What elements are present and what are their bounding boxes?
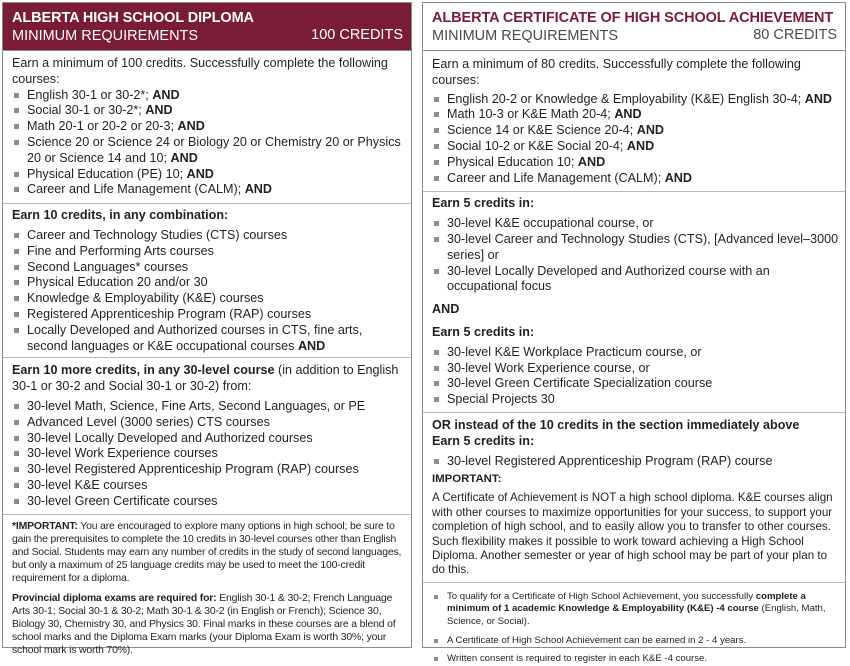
list-item-text: Locally Developed and Authorized courses in CTS, fine arts, second languages or K&E occupational courses [27,322,363,353]
bullet-square-icon [14,233,19,238]
list-item-text: 30-level Registered Apprenticeship Program (RAP) course [447,453,773,468]
list-item-text: 30-level Locally Developed and Authorized courses [27,430,313,445]
certificate-5-credits-work [423,322,845,413]
list-item [432,392,839,408]
bullet-square-icon [14,93,19,98]
list-item-text: Social 10-2 or K&E Social 20-4; [447,138,627,153]
list-item-text: Fine and Performing Arts courses [27,243,214,258]
list-item [12,399,405,415]
bullet-square-icon [14,467,19,472]
bullet-square-icon [14,187,19,192]
diploma-s1-lead: Earn a minimum of 100 credits. Successfully complete the following courses: [12,56,388,86]
list-item [432,107,839,123]
list-item-text: 30-level Work Experience course, or [447,360,650,375]
list-item-text: 30-level K&E courses [27,477,148,492]
certificate-rap-alternative [423,413,845,583]
list-item [432,123,839,139]
list-item-text: 30-level Career and Technology Studies (CTS), [Advanced level–3000 series] or [447,231,839,262]
list-item-and: AND [664,170,692,185]
list-item [12,260,405,276]
bullet-square-icon [14,499,19,504]
bullet-square-icon [434,350,439,355]
list-item [432,171,839,187]
diploma-exams-text: English 30-1 & 30-2; French Language Arts 30-1; Social 30-1 & 30-2; Math 30-1 & 30-2 (in English or French); Science 30, Biology 30, Chemistry 30, and Physics 30. Final marks in these courses are a blend of school marks and the Diploma Exam marks (your Diploma Exam is worth 30%; your school mark is worth 70%). [12,592,396,657]
list-item-text: Social 30-1 or 30-2*; [27,103,146,118]
certificate-s1-lead: Earn a minimum of 80 credits. Successfully complete the following courses: [432,57,801,87]
list-item [12,228,405,244]
list-item [12,478,405,494]
bullet-square-icon [434,595,438,599]
bullet-square-icon [434,381,439,386]
list-item [432,376,839,392]
list-item [12,415,405,431]
list-item-text: Special Projects 30 [447,392,555,407]
list-item [12,431,405,447]
list-item-text: Physical Education 10; [447,154,578,169]
diploma-subtitle: MINIMUM REQUIREMENTS [12,28,199,44]
diploma-s1-list [12,88,405,199]
list-item-and: AND [170,150,198,165]
list-item [12,446,405,462]
diploma-30-level-credits [3,358,411,514]
list-item [12,103,405,119]
diploma-credits: 100 CREDITS [311,27,403,43]
list-item [432,232,839,264]
list-item-text: Career and Technology Studies (CTS) courses [27,227,288,242]
certificate-notes-list [432,591,839,666]
bullet-square-icon [434,459,439,464]
certificate-note-2-text: A Certificate of High School Achievement can be earned in 2 - 4 years. [447,634,747,646]
diploma-header [3,3,411,51]
bullet-square-icon [434,176,439,181]
list-item-and: AND [577,154,606,169]
diploma-exams-label: Provincial diploma exams are required for: [12,592,217,604]
certificate-note-3 [432,653,839,666]
bullet-square-icon [434,144,439,149]
list-item-text: 30-level K&E Workplace Practicum course, or [447,344,702,359]
bullet-square-icon [14,172,19,177]
diploma-s3-lead-bold: Earn 10 more credits, in any 30-level course [12,363,275,378]
list-item-text: 30-level Registered Apprenticeship Program (RAP) courses [27,462,359,477]
list-item-text: Science 14 or K&E Science 20-4; [447,123,637,138]
list-item [12,291,405,307]
list-item-and: AND [614,107,642,122]
list-item-text: Math 10-3 or K&E Math 20-4; [447,107,615,122]
diploma-notes [3,515,411,658]
certificate-note-1b: complete a minimum of 1 academic Knowledge & Employability (K&E) -4 course [447,590,806,615]
certificate-s4-list [432,454,839,470]
list-item-text: Knowledge & Employability (K&E) courses [27,291,264,306]
list-item-text: 30-level K&E occupational course, or [447,216,654,231]
certificate-important-label: IMPORTANT: [432,473,502,486]
bullet-square-icon [14,249,19,254]
certificate-panel [422,2,846,665]
certificate-note-3-text: Written consent is required to register in each K&E -4 course. [447,653,708,665]
diploma-s3-lead [12,363,405,395]
list-item [432,155,839,171]
bullet-square-icon [14,451,19,456]
certificate-and-word: AND [432,302,460,317]
list-item-text: English 30-1 or 30-2*; [27,87,153,102]
list-item-and: AND [186,166,214,181]
certificate-note-1a: To qualify for a Certificate of High School Achievement, you successfully [447,590,756,602]
diploma-exams-note [12,592,405,658]
list-item-text: Physical Education (PE) 10; [27,166,187,181]
certificate-s4-lead-1: OR instead of the 10 credits in the section immediately above [432,417,800,432]
list-item-text: English 20-2 or Knowledge & Employability (K&E) English 30-4; [447,91,805,106]
list-item [432,216,839,232]
bullet-square-icon [14,483,19,488]
certificate-note-1 [432,591,839,629]
bullet-square-icon [14,312,19,317]
list-item-text: 30-level Green Certificate Specialization course [447,376,713,391]
list-item [12,275,405,291]
list-item-text: 30-level Green Certificate courses [27,493,218,508]
certificate-title: ALBERTA CERTIFICATE OF HIGH SCHOOL ACHIEVEMENT [432,10,834,26]
bullet-square-icon [14,296,19,301]
list-item-text: Second Languages* courses [27,259,189,274]
diploma-s2-list [12,228,405,354]
bullet-square-icon [434,97,439,102]
diploma-s3-list [12,399,405,510]
list-item-text: Math 20-1 or 20-2 or 20-3; [27,119,178,134]
list-item-text: Science 20 or Science 24 or Biology 20 or Chemistry 20 or Physics 20 or Science 14 and 10; [27,134,401,165]
list-item-text: 30-level Locally Developed and Authorized course with an occupational focus [447,263,770,294]
list-item [432,92,839,108]
list-item-and: AND [297,338,326,353]
list-item-and: AND [177,119,205,134]
certificate-s4-lead-2: Earn 5 credits in: [432,433,535,448]
bullet-square-icon [14,124,19,129]
list-item-and: AND [145,103,173,118]
list-item [432,454,839,470]
bullet-square-icon [434,269,439,274]
bullet-square-icon [434,160,439,165]
list-item [12,462,405,478]
list-item-text: Physical Education 20 and/or 30 [27,275,208,290]
bullet-square-icon [14,404,19,409]
bullet-square-icon [14,280,19,285]
certificate-required-courses [423,51,845,192]
certificate-important-text: A Certificate of Achievement is NOT a high school diploma. K&E courses align with other courses to maximize opportunities for your success, to support your completion of high school, and to easily allow you to transfer to other courses. Such flexibility makes it possible to work toward achieving a High School Diploma. Another semester or year of high school may be part of your plan to do this. [432,491,833,577]
list-item-text: Career and Life Management (CALM); [27,182,245,197]
diploma-panel [2,2,412,657]
list-item-text: 30-level Math, Science, Fine Arts, Second Languages, or PE [27,398,366,413]
bullet-square-icon [14,328,19,333]
list-item [12,88,405,104]
bullet-square-icon [434,112,439,117]
list-item-text: Career and Life Management (CALM); [447,170,665,185]
certificate-note-1c: (English, Math, Science, or Social). [447,603,826,627]
certificate-s3-lead: Earn 5 credits in: [432,324,535,339]
list-item [12,135,405,167]
bullet-square-icon [14,436,19,441]
diploma-required-courses [3,51,411,204]
list-item [12,323,405,355]
certificate-5-credits-occupational [423,192,845,322]
list-item-and: AND [804,91,833,106]
certificate-note-2 [432,635,839,648]
diploma-s3-lead-rest: (in addition to English 30-1 or 30-2 and Social 30-1 or 30-2) from: [12,363,399,394]
list-item-and: AND [626,138,655,153]
bullet-square-icon [14,265,19,270]
list-item [12,307,405,323]
bullet-square-icon [14,140,19,145]
list-item [432,345,839,361]
bullet-square-icon [434,221,439,226]
certificate-s2-list [432,216,839,295]
diploma-note-text: You are encouraged to explore many options in high school; be sure to gain the prerequisites to complete the 10 credits in 30-level courses other than English and Social. Students may earn any number of credits in the study of second languages, but only a maximum of 25 language credits may be used to meet the 100-credit requirement for a diploma. [12,520,402,585]
diploma-note-label: *IMPORTANT: [12,520,78,532]
diploma-s2-lead: Earn 10 credits, in any combination: [12,208,229,223]
list-item-and: AND [152,87,180,102]
bullet-square-icon [434,366,439,371]
list-item [12,182,405,198]
list-item-text: 30-level Work Experience courses [27,446,218,461]
diploma-title: ALBERTA HIGH SCHOOL DIPLOMA [12,10,254,26]
list-item [12,167,405,183]
list-item-and: AND [244,182,272,197]
bullet-square-icon [14,420,19,425]
list-item-text: Registered Apprenticeship Program (RAP) courses [27,306,312,321]
certificate-notes [423,583,845,666]
bullet-square-icon [434,397,439,402]
certificate-s1-list [432,92,839,187]
diploma-10-credits-combination [3,204,411,358]
certificate-s3-list [432,345,839,408]
bullet-square-icon [14,108,19,113]
certificate-s2-lead: Earn 5 credits in: [432,196,535,211]
bullet-square-icon [434,657,438,661]
list-item-text: Advanced Level (3000 series) CTS courses [27,414,270,429]
bullet-square-icon [434,128,439,133]
list-item [432,264,839,296]
certificate-subtitle: MINIMUM REQUIREMENTS [432,28,619,44]
list-item [12,244,405,260]
list-item-and: AND [636,123,665,138]
bullet-square-icon [434,237,439,242]
list-item [432,139,839,155]
list-item [12,494,405,510]
list-item [432,361,839,377]
certificate-credits: 80 CREDITS [753,27,837,43]
certificate-header [423,3,845,51]
list-item [12,119,405,135]
bullet-square-icon [434,639,438,643]
diploma-important-note [12,520,405,586]
